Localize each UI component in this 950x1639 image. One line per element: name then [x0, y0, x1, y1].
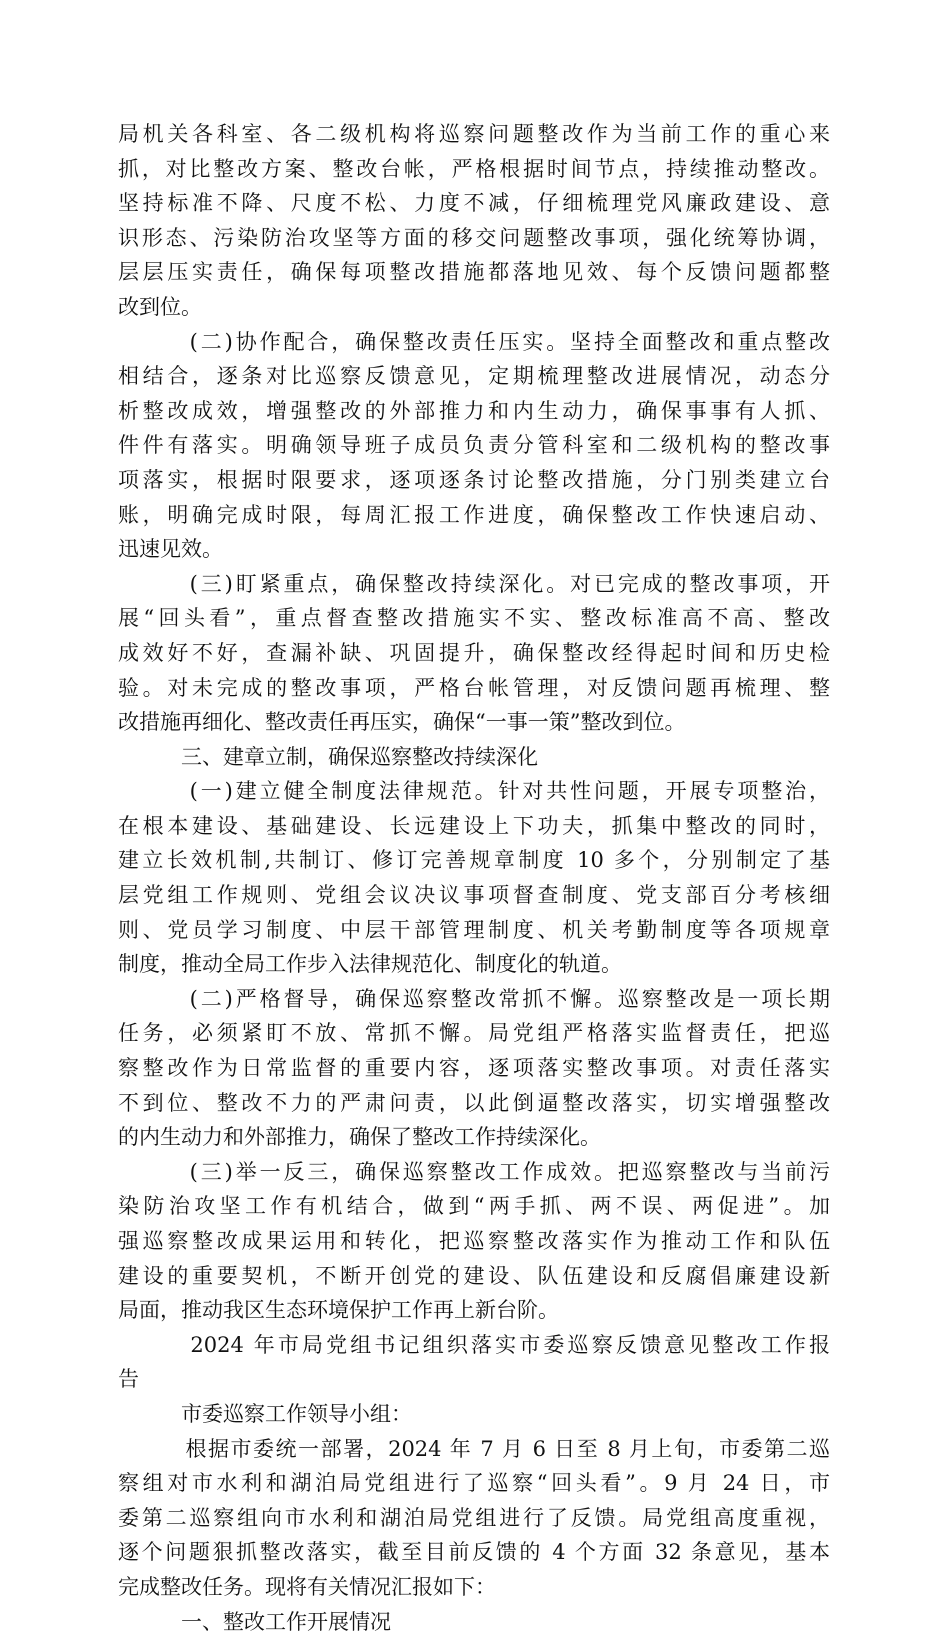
text-line: 根据市委统一部署，2024 年 7 月 6 日至 8 月上旬，市委第二巡 [118, 1436, 830, 1461]
text-line: 析整改成效，增强整改的外部推力和内生动力，确保事事有人抓、 [118, 398, 830, 423]
text-line: (三)盯紧重点，确保整改持续深化。对已完成的整改事项，开 [118, 571, 830, 596]
text-line: 则、党员学习制度、中层干部管理制度、机关考勤制度等各项规章 [118, 917, 830, 942]
text-line: 抓，对比整改方案、整改台帐，严格根据时间节点，持续推动整改。 [118, 156, 830, 181]
text-line: 局面，推动我区生态环境保护工作再上新台阶。 [118, 1298, 559, 1323]
text-line: 项落实，根据时限要求，逐项逐条讨论整改措施，分门别类建立台 [118, 467, 830, 492]
text-line: 一、整改工作开展情况 [118, 1609, 391, 1634]
text-line: 制度，推动全局工作步入法律规范化、制度化的轨道。 [118, 952, 622, 977]
text-line: 改到位。 [118, 294, 202, 319]
text-line: 强巡察整改成果运用和转化，把巡察整改落实作为推动工作和队伍 [118, 1229, 830, 1253]
text-line: 完成整改任务。现将有关情况汇报如下： [118, 1574, 496, 1599]
text-line: 坚持标准不降、尺度不松、力度不减，仔细梳理党风廉政建设、意 [118, 191, 830, 216]
text-line: (一)建立健全制度法律规范。针对共性问题，开展专项整治， [118, 779, 830, 804]
text-line: 建立长效机制,共制订、修订完善规章制度 10 多个，分别制定了基 [118, 848, 830, 873]
text-line: 染防治攻坚工作有机结合，做到“两手抓、两不误、两促进”。加 [118, 1194, 830, 1219]
text-line: 建设的重要契机，不断开创党的建设、队伍建设和反腐倡廉建设新 [118, 1263, 830, 1288]
text-line: 验。对未完成的整改事项，严格台帐管理，对反馈问题再梳理、整 [118, 675, 830, 700]
text-line: 委第二巡察组向市水利和湖泊局党组进行了反馈。局党组高度重视， [118, 1505, 830, 1530]
text-line: 层层压实责任，确保每项整改措施都落地见效、每个反馈问题都整 [118, 260, 830, 285]
text-line: 识形态、污染防治攻坚等方面的移交问题整改事项，强化统筹协调， [118, 225, 830, 250]
text-line: 逐个问题狠抓整改落实，截至目前反馈的 4 个方面 32 条意见，基本 [118, 1540, 830, 1565]
text-line: 三、建章立制，确保巡察整改持续深化 [118, 744, 538, 769]
text-line: 察整改作为日常监督的重要内容，逐项落实整改事项。对责任落实 [118, 1056, 830, 1081]
text-line: 账，明确完成时限，每周汇报工作进度，确保整改工作快速启动、 [118, 502, 830, 527]
text-line: 在根本建设、基础建设、长远建设上下功夫，抓集中整改的同时， [118, 813, 830, 838]
text-line: 展“回头看”，重点督查整改措施实不实、整改标准高不高、整改 [118, 606, 830, 631]
text-line: 2024 年市局党组书记组织落实市委巡察反馈意见整改工作报 [118, 1332, 830, 1357]
text-line: (二)严格督导，确保巡察整改常抓不懈。巡察整改是一项长期 [118, 986, 830, 1011]
text-line: 的内生动力和外部推力，确保了整改工作持续深化。 [118, 1125, 601, 1150]
text-line: 件件有落实。明确领导班子成员负责分管科室和二级机构的整改事 [118, 433, 830, 458]
text-line: 迅速见效。 [118, 537, 223, 562]
text-line: 改措施再细化、整改责任再压实，确保“一事一策”整改到位。 [118, 710, 686, 735]
text-line: 相结合，逐条对比巡察反馈意见，定期梳理整改进展情况，动态分 [118, 364, 830, 389]
text-line: 局机关各科室、各二级机构将巡察问题整改作为当前工作的重心来 [118, 122, 830, 146]
text-line: 察组对市水利和湖泊局党组进行了巡察“回头看”。9 月 24 日，市 [118, 1471, 830, 1496]
text-line: 不到位、整改不力的严肃问责，以此倒逼整改落实，切实增强整改 [118, 1090, 830, 1115]
text-line: 市委巡察工作领导小组： [118, 1401, 412, 1426]
text-line: 层党组工作规则、党组会议决议事项督查制度、党支部百分考核细 [118, 883, 830, 908]
text-line: 成效好不好，查漏补缺、巩固提升，确保整改经得起时间和历史检 [118, 640, 830, 665]
text-line: (二)协作配合，确保整改责任压实。坚持全面整改和重点整改 [118, 329, 830, 354]
document-body [118, 117, 830, 1639]
text-line: 告 [118, 1367, 139, 1392]
text-line: (三)举一反三，确保巡察整改工作成效。把巡察整改与当前污 [118, 1159, 830, 1184]
text-line: 任务，必须紧盯不放、常抓不懈。局党组严格落实监督责任，把巡 [118, 1021, 830, 1046]
